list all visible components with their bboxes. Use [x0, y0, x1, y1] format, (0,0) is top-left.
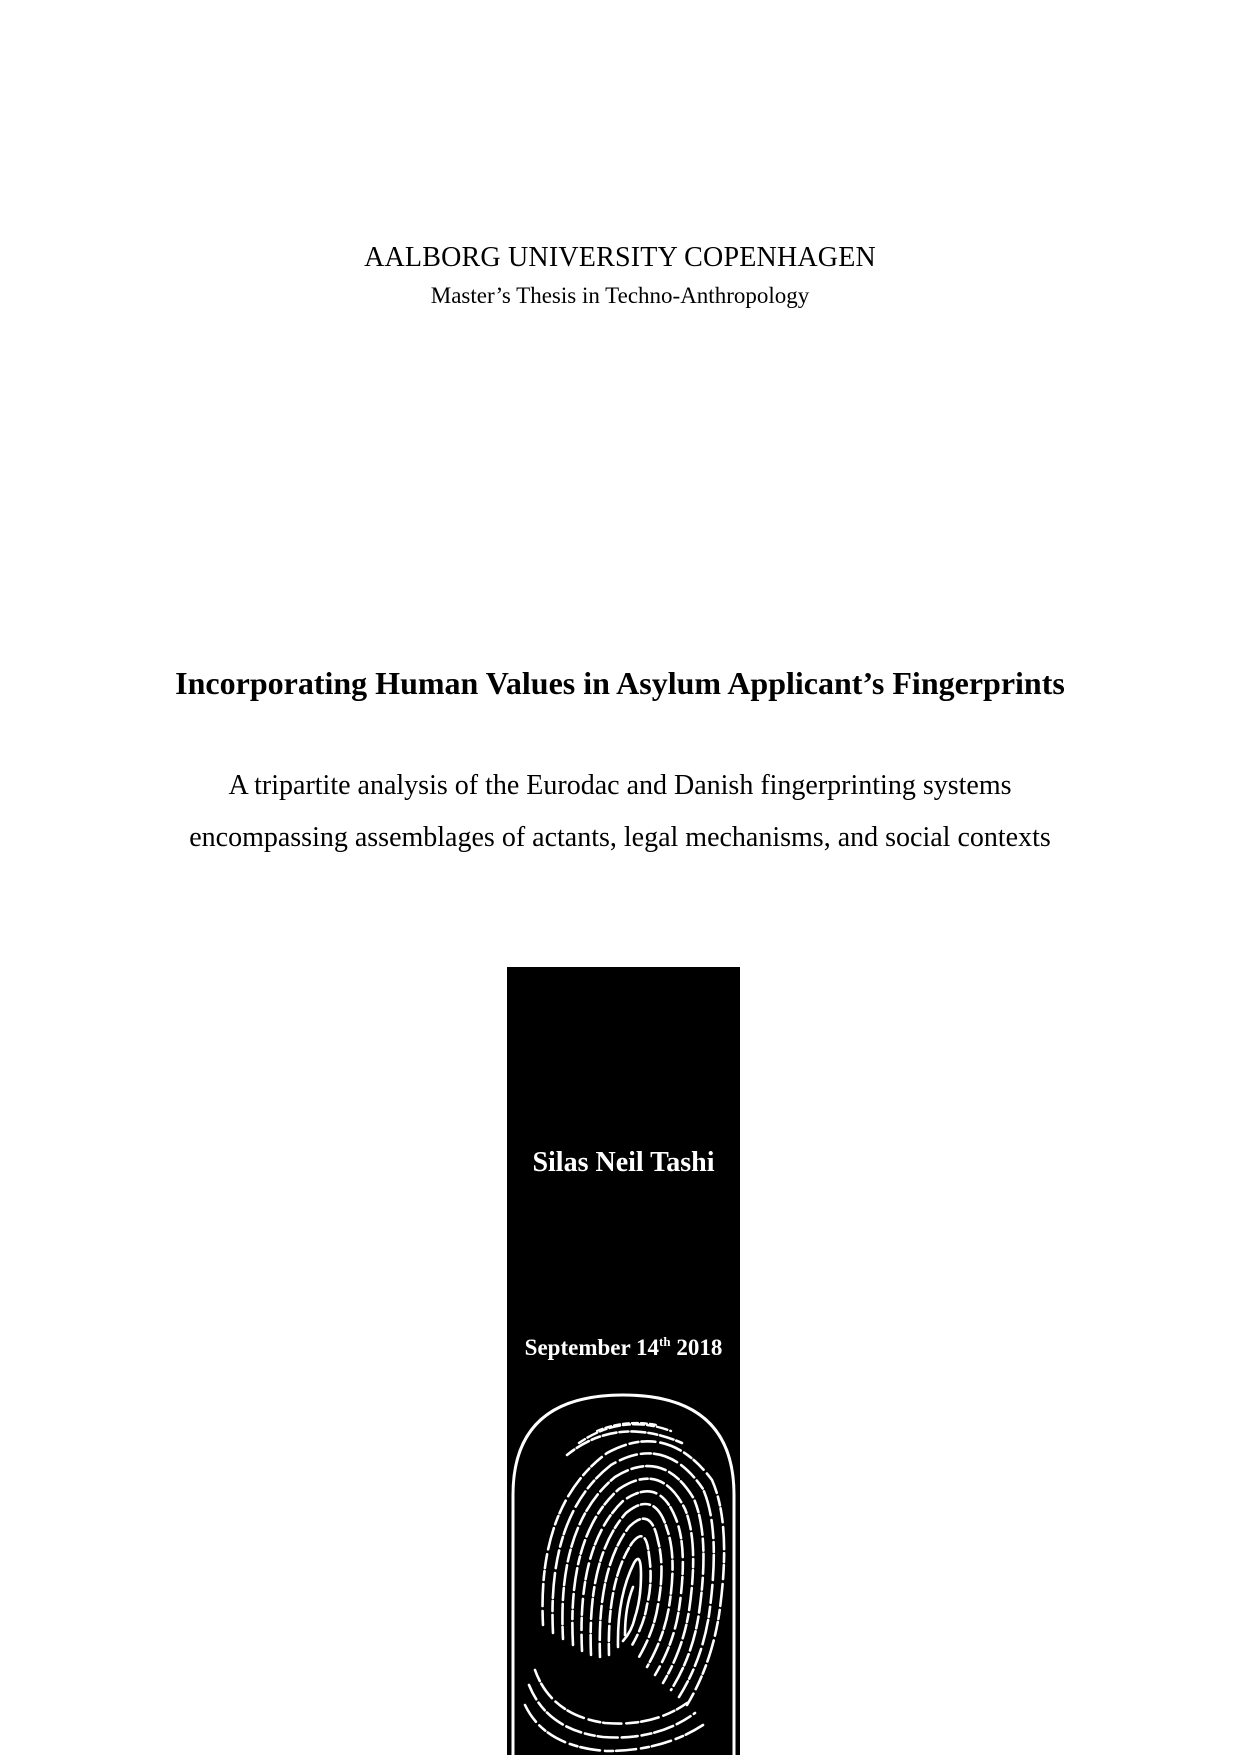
university-name: AALBORG UNIVERSITY COPENHAGEN: [364, 242, 876, 273]
thesis-type: Master’s Thesis in Techno-Anthropology: [430, 283, 810, 308]
thesis-subtitle-line-2: encompassing assemblages of actants, legal mechanisms, and social contexts: [189, 822, 1051, 853]
date-year: 2018: [676, 1335, 723, 1360]
thesis-subtitle-line-1: A tripartite analysis of the Eurodac and Danish fingerprinting systems: [228, 770, 1012, 801]
fingerprint-icon: [507, 1385, 740, 1755]
author-name: Silas Neil Tashi: [532, 1147, 715, 1178]
submission-date: [507, 1335, 740, 1361]
date-month-day: September 14: [524, 1335, 660, 1360]
date-suffix: th: [659, 1334, 671, 1349]
thesis-title: Incorporating Human Values in Asylum Applicant’s Fingerprints: [175, 665, 1065, 701]
cover-black-panel: [507, 967, 740, 1755]
